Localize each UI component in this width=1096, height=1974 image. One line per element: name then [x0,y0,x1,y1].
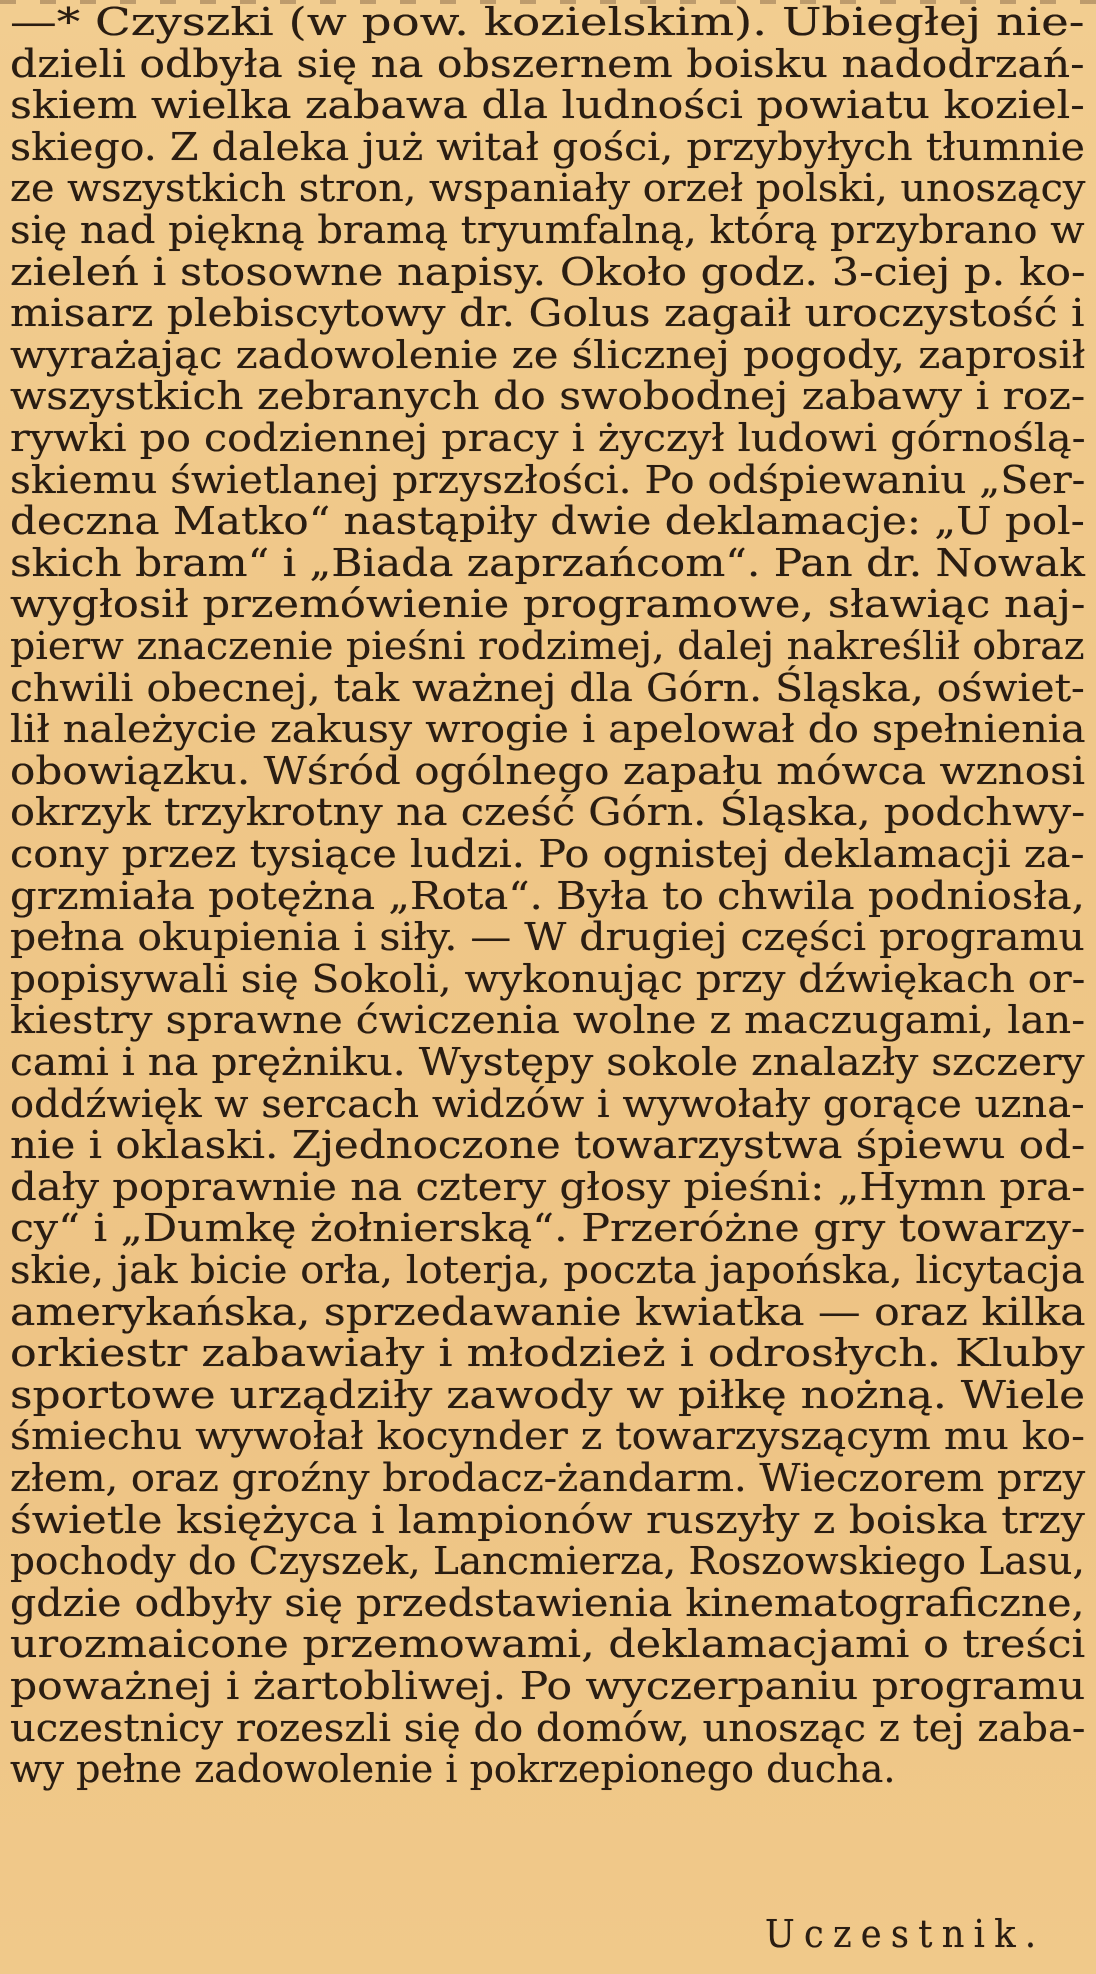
article-line: sportowe urządziły zawody w piłkę nożną. Wiele [10,1372,1086,1417]
article-line: popisywali się Sokoli, wykonując przy dźwiękach or- [10,956,1086,1001]
article-line: urozmaicone przemowami, deklamacjami o treści [10,1622,1086,1667]
article-line: uczestnicy rozeszli się do domów, unosząc z tej zaba- [10,1705,1086,1750]
article-line: śmiechu wywołał kocynder z towarzyszącym mu ko- [10,1414,1085,1459]
article-line: złem, oraz groźny brodacz-żandarm. Wieczorem przy [10,1456,1086,1500]
article-line: pełna okupienia i siły. — W drugiej części programu [10,915,1085,960]
article-line: amerykańska, sprzedawanie kwiatka — oraz kilka [10,1289,1086,1334]
article-line: zieleń i stosowne napisy. Około godz. 3-ciej p. ko- [10,249,1086,294]
article-line: świetle księżyca i lampionów ruszyły z boiska trzy [10,1497,1085,1542]
article-line: oddźwięk w sercach widzów i wywołały gorące uzna- [10,1081,1085,1126]
article-line: skich bram“ i „Biada zaprzańcom“. Pan dr. Nowak [10,540,1085,585]
article-line: grzmiała potężna „Rota“. Była to chwila podniosła, [10,873,1085,918]
article-line: dały poprawnie na cztery głosy pieśni: „Hymn pra- [10,1164,1086,1209]
article-line: cony przez tysiące ludzi. Po ognistej deklamacji za- [10,832,1085,876]
article-line: wygłosił przemówienie programowe, sławiąc naj- [10,582,1086,627]
article-line: skiego. Z daleka już witał gości, przybyłych tłumnie [10,124,1086,169]
article-line: rywki po codziennej pracy i życzył ludowi górnoślą- [10,416,1086,460]
article-line: wszystkich zebranych do swobodnej zabawy i roz- [10,374,1086,419]
article-line: wyrażając zadowolenie ze ślicznej pogody, zaprosił [10,332,1086,377]
article-line: pochody do Czyszek, Lancmierza, Roszowskiego Lasu, [10,1539,1085,1584]
article-line: orkiestr zabawiały i młodzież i odrosłych. Kluby [10,1331,1085,1376]
article-line: deczna Matko“ nastąpiły dwie deklamacje: „U pol- [10,499,1085,544]
article-line: pierw znaczenie pieśni rodzimej, dalej nakreślił obraz [10,624,1085,668]
author-signature: Uczestnik. [765,1912,1046,1956]
article-line: się nad piękną bramą tryumfalną, którą przybrano w [10,208,1085,252]
article-line: lił należycie zakusy wrogie i apelował do spełnienia [10,707,1086,752]
article-line: skiemu świetlanej przyszłości. Po odśpiewaniu „Ser- [10,457,1086,502]
article-line: poważnej i żartobliwej. Po wyczerpaniu programu [10,1664,1086,1708]
article-line: skie, jak bicie orła, loterja, poczta japońska, licytacja [10,1248,1085,1292]
article-line: cy“ i „Dumkę żołnierską“. Przeróżne gry towarzy- [10,1206,1086,1251]
article-line: misarz plebiscytowy dr. Golus zagaił uroczystość i [10,291,1085,336]
article-line: skiem wielka zabawa dla ludności powiatu koziel- [10,83,1085,128]
article-line: cami i na prężniku. Występy sokole znalazły szczery [10,1040,1085,1084]
article-line: kiestry sprawne ćwiczenia wolne z maczugami, lan- [10,998,1086,1043]
article-line: —* Czyszki (w pow. kozielskim). Ubiegłej nie- [10,0,1085,44]
article-line: chwili obecnej, tak ważnej dla Górn. Śląska, oświet- [10,665,1085,710]
article-line: gdzie odbyły się przedstawienia kinematograficzne, [10,1580,1085,1625]
article-line: okrzyk trzykrotny na cześć Górn. Śląska, podchwy- [10,790,1086,835]
article-line: nie i oklaski. Zjednoczone towarzystwa śpiewu od- [10,1123,1086,1168]
article-line: obowiązku. Wśród ogólnego zapału mówca wznosi [10,748,1086,793]
article-line: ze wszystkich stron, wspaniały orzeł polski, unoszący [10,166,1086,211]
article-line: dzieli odbyła się na obszernem boisku nadodrzań- [10,41,1085,86]
article-line: wy pełne zadowolenie i pokrzepionego ducha. [10,1747,896,1792]
